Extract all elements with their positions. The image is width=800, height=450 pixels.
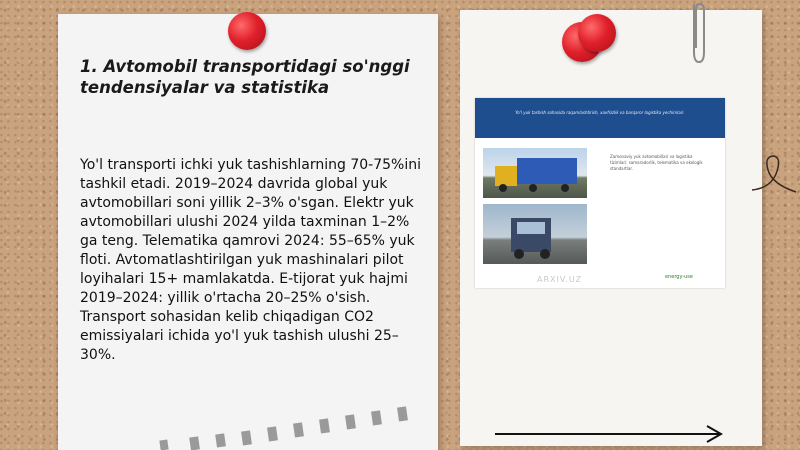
- torn-edge: [150, 405, 440, 450]
- arrow-right-icon: [493, 424, 725, 444]
- logo: ARXIV.UZ: [537, 275, 583, 284]
- logo: energy-use: [665, 274, 693, 280]
- card-title: 1. Avtomobil transportidagi so'nggi tendensiyalar va statistika: [80, 57, 410, 97]
- card-body-text: Yo'l transporti ichki yuk tashishlarning 70-75%ini tashkil etadi. 2019–2024 davrida global yuk avtomobillari soni yillik 2–3% o'sgan. Elektr yuk avtomobillari ulushi 2024 yilda taxminan 1–2% ga teng. Telematika qamrovi 2024: 55–65% yuk floti. Avtomatlashtirilgan yuk mashinalari pilot loyihalari 15+ mamlakatda. E-tijorat yuk hajmi 2019–2024: yillik o'rtacha 20–25% o'sish. Transport sohasidan kelib chiqadigan CO2 emissiyalari ichida yo'l yuk tashish ulushi 25–30%.: [80, 157, 421, 363]
- slide-banner-text: Yo'l yuk tashish sohasida raqamlashtirish, xavfsizlik va barqaror logistika yechimlari.: [515, 110, 685, 115]
- string-icon: [752, 140, 800, 210]
- pushpin-icon: [228, 12, 266, 50]
- slide-thumbnail: [475, 98, 725, 288]
- truck-photo: [483, 204, 587, 264]
- slide-banner: [475, 98, 725, 138]
- paperclip-icon: [688, 0, 710, 70]
- pushpin-icon: [578, 14, 616, 52]
- slide-side-text: Zamonaviy yuk avtomobillari va logistika tizimlari: samaradorlik, telematika va ekologik standartlar.: [610, 154, 703, 171]
- truck-photo: [483, 148, 587, 198]
